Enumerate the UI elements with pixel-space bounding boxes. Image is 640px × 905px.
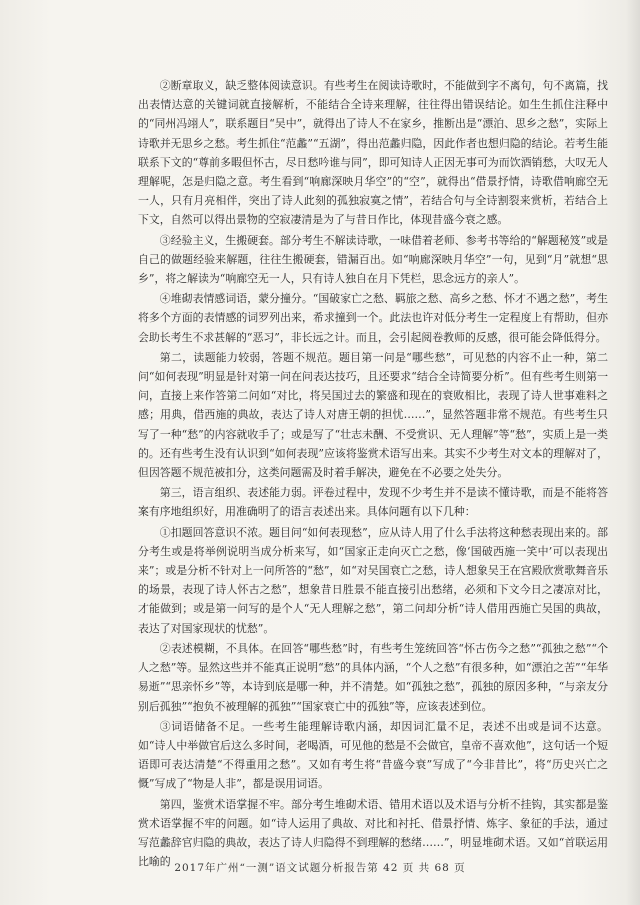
section-third: 第三，语言组织、表述能力弱。评卷过程中，发现不少考生并不是读不懂诗歌，而是不能将答案有序地组织好，用准确明了的语言表述出来。具体问题有以下几种：: [138, 486, 608, 519]
section-second: 第二，读题能力较弱，答题不规范。题目第一问是“哪些愁”，可见愁的内容不止一种，第二问“如何表现”明显是针对第一问在问表达技巧，且还要求“结合全诗简要分析”。但有些考生则第一问，直接上来作答第二问如“对比，将吴国过去的繁盛和现在的衰败相比，表现了诗人世事难料之感；用典，借西施的典故，表达了诗人对唐王朝的担忧……”，显然答题非常不规范。有些考生只写了一种“愁”的内容就收手了；或是写了“壮志未酬、不受赏识、无人理解”等“愁”，实质上是一类的。还有些考生没有认识到“如何表现”应该将鉴赏术语写出来。其实不少考生对文本的理解对了，但因答题不规范被扣分，这类问题需及时着手解决，避免在不必要之处失分。: [138, 350, 608, 480]
page-footer: 2017年广州“一测”语文试题分析报告第 42 页 共 68 页: [174, 862, 466, 874]
item-1: ①扣题回答意识不浓。题目问“如何表现愁”，应从诗人用了什么手法将这种愁表现出来的。部分考生或是将举例说明当成分析来写，如“国家正走向灭亡之愁，像‘国破西施一笑中’可以表现出来”；或是分析不针对上一问所答的“愁”，如“对吴国衰亡之愁，诗人想象吴王在宫殿欣赏歌舞音乐的场景，表现了诗人怀古之愁”，想象昔日胜景不能直接引出愁绪，必须和下文今日之凄凉对比，才能做到；或是第一问写的是个人“无人理解之愁”，第二问却分析“诗人借用西施亡吴国的典故，表达了对国家现状的忧愁”。: [138, 525, 608, 635]
paragraph-2: ②断章取义，缺乏整体阅读意识。有些考生在阅读诗歌时，不能做到字不离句，句不离篇，找出表情达意的关键词就直接解析，不能结合全诗来理解，往往得出错误结论。如生生抓住注释中的“同州冯翊人”，联系题目“吴中”，就得出了诗人不在家乡，推断出是“漂泊、思乡之愁”，实际上诗歌并无思乡之愁。考生抓住“范蠡”“五湖”，得出范蠡归隐，因此作者也想归隐的结论。若考生能联系下文的“尊前多暇但怀古，尽日愁吟谁与同”，即可知诗人正因无事可为而饮酒销愁，大叹无人理解呢，怎是归隐之意。考生看到“响廊深映月华空”的“空”，就得出“借景抒情，诗歌借响廊空无一人，只有月亮相伴，突出了诗人此刻的孤独寂寞之情”，若结合句与全诗割裂来赏析，若结合上下文，自然可以得出景物的空寂凄清是为了与昔日作比，体现昔盛今衰之感。: [138, 79, 608, 227]
report-body: [138, 76, 608, 871]
paragraph-4: ④堆砌表情感词语，蒙分撞分。“国破家亡之愁、羁旅之愁、高乡之愁、怀才不遇之愁”，考生将多个方面的表情感的词罗列出来，希求撞到一个。此法也许对低分考生一定程度上有帮助，但亦会助长考生不求甚解的“恶习”，非长远之计。而且，会引起阅卷教师的反感，很可能会降低得分。: [138, 292, 608, 344]
item-3: ③词语储备不足。一些考生能理解诗歌内涵，却因词汇量不足，表述不出或是词不达意。如“诗人中举做官后这么多时间，老喝酒，可见他的愁是不会做官，皇帝不喜欢他”，这句话一个短语即可表达清楚“不得重用之愁”。又如有考生将“昔盛今衰”写成了“今非昔比”，将“历史兴亡之慨”写成了“物是人非”，都是误用词语。: [138, 719, 608, 791]
section-fourth: 第四，鉴赏术语掌握不牢。部分考生堆砌术语、错用术语以及术语与分析不挂钩，其实都是鉴赏术语掌握不牢的问题。如“诗人运用了典故、对比和衬托、借景抒情、炼字、象征的手法，通过写范蠡辞官归隐的典故，表达了诗人归隐得不到理解的愁绪……”，明显堆砌术语。又如“首联运用比喻的: [138, 797, 608, 869]
item-2: ②表述模糊，不具体。在回答“哪些愁”时，有些考生笼统回答“怀古伤今之愁”“孤独之愁”“个人之愁”等。显然这些并不能真正说明“愁”的具体内涵，“个人之愁”有很多种，如“漂泊之苦”“年华易逝”“思亲怀乡”等，本诗到底是哪一种，并不清楚。如“孤独之愁”，孤独的原因多种，“与亲友分别后孤独”“抱负不被理解的孤独”“国家衰亡中的孤独”等，应该表述到位。: [138, 641, 608, 713]
paragraph-3: ③经验主义，生搬硬套。部分考生不解读诗歌，一味借着老师、参考书等给的“解题秘笈”或是自己的做题经验来解题，往往生搬硬套，错漏百出。如“响廊深映月华空”一句，见到“月”就想“思乡”，将之解读为“响廊空无一人，只有诗人独自在月下凭栏，思念远方的亲人”。: [138, 233, 608, 286]
scan-shadow-edge: [626, 0, 640, 905]
